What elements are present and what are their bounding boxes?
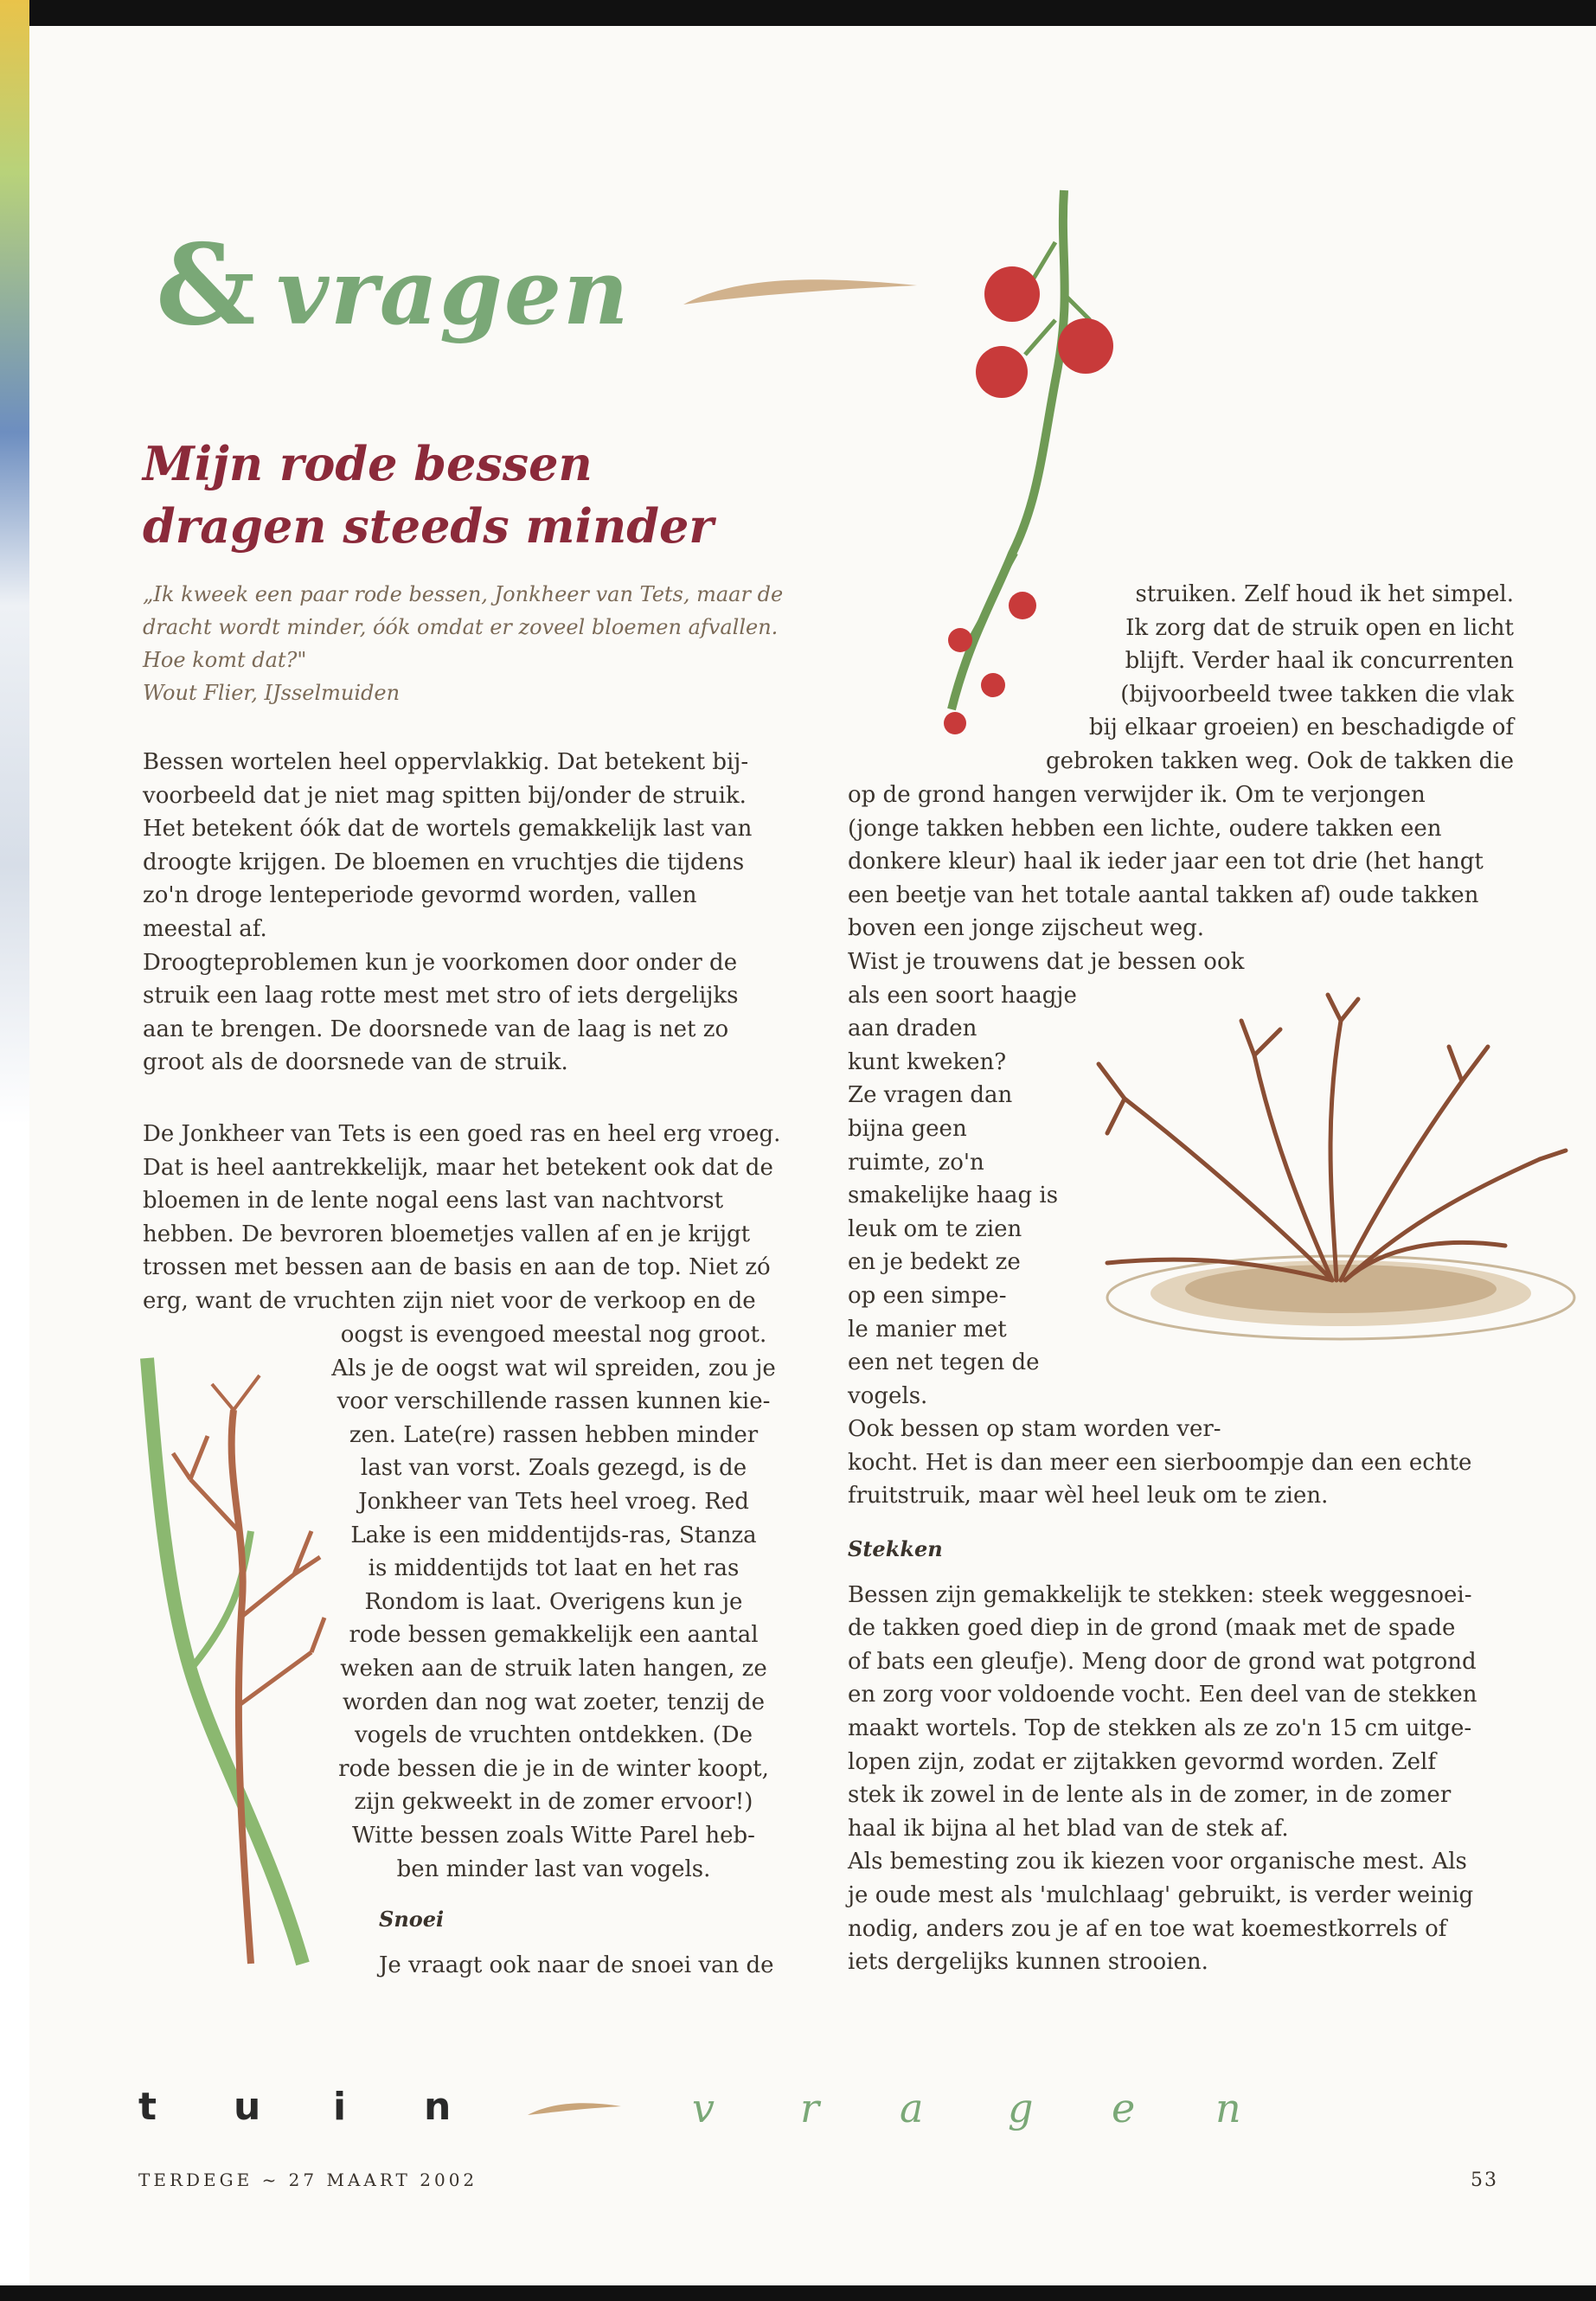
text-line: haal ik bijna al het blad van de stek af. — [848, 1815, 1289, 1842]
text-line: Als bemesting zou ik kiezen voor organische mest. Als — [848, 1849, 1467, 1875]
text-line: zen. Late(re) rassen hebben minder — [349, 1421, 759, 1448]
text-line: Als je de oogst wat wil spreiden, zou je — [331, 1355, 776, 1381]
text-line: Witte bessen zoals Witte Parel heb- — [352, 1822, 755, 1849]
footer-letter: e — [1112, 2085, 1136, 2131]
footer-letter: a — [900, 2085, 924, 2131]
text-line: rode bessen die je in de winter koopt, — [338, 1755, 769, 1782]
text-line: maakt wortels. Top de stekken als ze zo'n 15 cm uitge- — [848, 1715, 1472, 1741]
text-line: donkere kleur) haal ik ieder jaar een tot drie (het hangt — [848, 849, 1484, 875]
text-line: Bessen zijn gemakkelijk te stekken: steek weggesnoei- — [848, 1581, 1472, 1608]
stekken-section — [848, 1533, 1522, 1979]
question-author: Wout Flier, IJsselmuiden — [143, 681, 401, 705]
title-swoosh-icon — [683, 268, 926, 320]
page-edge-strip — [0, 0, 29, 2301]
text-line: Bessen wortelen heel oppervlakkig. Dat betekent bij- — [143, 749, 749, 775]
text-line: is middentijds tot laat en het ras — [368, 1555, 740, 1582]
text-line: een beetje van het totale aantal takken af) oude takken — [848, 881, 1479, 908]
text-line: Ik zorg dat de struik open en licht — [1125, 614, 1514, 641]
text-line: voorbeeld dat je niet mag spitten bij/onder de struik. — [143, 782, 747, 809]
footer-letter: n — [424, 2085, 452, 2129]
text-line: kocht. Het is dan meer een sierboompje dan een echte — [848, 1449, 1472, 1476]
text-line: je oude mest als 'mulchlaag' gebruikt, is verder weinig — [848, 1881, 1474, 1908]
text-line: lopen zijn, zodat er zijtakken gevormd worden. Zelf — [848, 1748, 1436, 1775]
text-line: gebroken takken weg. Ook de takken die — [1045, 747, 1514, 774]
text-line: nodig, anders zou je af en toe wat koemestkorrels of — [848, 1915, 1447, 1942]
text-line: bloemen in de lente nogal eens last van nachtvorst — [143, 1188, 724, 1215]
text-line: iets dergelijks kunnen strooien. — [848, 1949, 1208, 1976]
text-line: voor verschillende rassen kunnen kie- — [337, 1388, 771, 1415]
footer-letter: r — [800, 2085, 819, 2131]
text-line: last van vorst. Zoals gezegd, is de — [360, 1455, 747, 1482]
text-line: rode bessen gemakkelijk een aantal — [349, 1622, 759, 1649]
left-column-c — [294, 1318, 813, 1886]
title-word: vragen — [276, 239, 631, 345]
question-text: „Ik kweek een paar rode bessen, Jonkheer van Tets, maar de dracht wordt minder, óók omdat er zoveel bloemen afvallen. Hoe komt dat?" — [143, 582, 784, 672]
footer-letter: t — [138, 2085, 157, 2129]
text-line: op de grond hangen verwijder ik. Om te verjongen — [848, 782, 1426, 808]
text-line: meestal af. — [143, 915, 267, 942]
text-line: Jonkheer van Tets heel vroeg. Red — [358, 1488, 749, 1515]
text-line: De Jonkheer van Tets is een goed ras en heel erg vroeg. — [143, 1121, 781, 1147]
scan-border-top — [0, 0, 1596, 26]
text-line: worden dan nog wat zoeter, tenzij de — [343, 1689, 765, 1715]
text-line: ruimte, zo'n — [848, 1149, 984, 1176]
text-line: op een simpe- — [848, 1282, 1007, 1309]
text-line: zijn gekweekt in de zomer ervoor!) — [354, 1789, 753, 1816]
text-line: (bijvoorbeeld twee takken die vlak — [1120, 681, 1514, 708]
page-number: 53 — [1471, 2170, 1498, 2191]
left-column-a — [143, 746, 800, 1080]
text-line: bij elkaar groeien) en beschadigde of — [1088, 715, 1514, 741]
text-line: een net tegen de — [848, 1349, 1040, 1376]
text-line: Dat is heel aantrekkelijk, maar het betekent ook dat de — [143, 1154, 773, 1181]
snoei-section — [379, 1903, 811, 1982]
footer-letter: n — [1215, 2085, 1241, 2131]
footer-letter: v — [692, 2085, 715, 2131]
text-line: aan draden — [848, 1016, 977, 1042]
publication-info: TERDEGE ~ 27 MAART 2002 — [138, 2170, 478, 2190]
text-line: smakelijke haag is — [848, 1183, 1059, 1209]
text-line: en zorg voor voldoende vocht. Een deel van de stekken — [848, 1682, 1477, 1708]
text-line: Droogteproblemen kun je voorkomen door onder de — [143, 949, 738, 976]
text-line: Het betekent óók dat de wortels gemakkelijk last van — [143, 816, 753, 843]
text-line: en je bedekt ze — [848, 1249, 1021, 1276]
bare-branch-illustration — [138, 1358, 329, 1981]
text-line: blijft. Verder haal ik concurrenten — [1125, 648, 1514, 675]
text-line: Rondom is laat. Overigens kun je — [364, 1588, 743, 1615]
text-line: Ze vragen dan — [848, 1082, 1013, 1109]
footer-swoosh-icon — [528, 2098, 623, 2124]
text-line: bijna geen — [848, 1115, 967, 1142]
text-line: struiken. Zelf houd ik het simpel. — [1135, 581, 1514, 607]
right-column-a — [952, 578, 1514, 779]
text-line: droogte krijgen. De bloemen en vruchtjes die tijdens — [143, 849, 745, 875]
text-line: trossen met bessen aan de basis en aan de top. Niet zó — [143, 1254, 771, 1281]
text-line: Ook bessen op stam worden ver- — [848, 1416, 1221, 1443]
text-line: leuk om te zien — [848, 1215, 1022, 1242]
text-line: kunt kweken? — [848, 1048, 1007, 1075]
text-line: groot als de doorsnede van de struik. — [143, 1049, 568, 1076]
text-line: fruitstruik, maar wèl heel leuk om te zien. — [848, 1483, 1329, 1509]
stekken-heading: Stekken — [848, 1536, 943, 1561]
scan-border-bottom — [0, 2285, 1596, 2301]
text-line: oogst is evengoed meestal nog groot. — [340, 1322, 767, 1348]
reader-question — [143, 578, 800, 709]
snoei-heading: Snoei — [379, 1907, 445, 1932]
snoei-line: Je vraagt ook naar de snoei van de — [379, 1952, 774, 1978]
title-ampersand: & — [156, 221, 258, 350]
text-line: boven een jonge zijscheut weg. — [848, 915, 1205, 942]
text-line: weken aan de struik laten hangen, ze — [340, 1655, 767, 1682]
text-line: zo'n droge lenteperiode gevormd worden, vallen — [143, 882, 697, 909]
text-line: ben minder last van vogels. — [396, 1856, 711, 1882]
text-line: vogels de vruchten ontdekken. (De — [354, 1722, 753, 1749]
pruned-shrub-illustration — [1055, 1003, 1574, 1367]
text-line: erg, want de vruchten zijn niet voor de verkoop en de — [143, 1287, 756, 1314]
text-line: of bats een gleufje). Meng door de grond wat potgrond — [848, 1648, 1477, 1675]
text-line: Lake is een middentijds-ras, Stanza — [350, 1522, 757, 1548]
text-line: als een soort haagje — [848, 982, 1077, 1009]
page-title — [156, 221, 631, 350]
text-line: struik een laag rotte mest met stro of iets dergelijks — [143, 983, 739, 1009]
left-column-b — [143, 1118, 800, 1318]
text-line: hebben. De bevroren bloemetjes vallen af en je krijgt — [143, 1221, 751, 1247]
footer-letter: g — [1008, 2085, 1034, 2131]
text-line: le manier met — [848, 1316, 1007, 1343]
text-line: vogels. — [848, 1382, 928, 1409]
footer-letter: u — [234, 2085, 261, 2129]
text-line: (jonge takken hebben een lichte, oudere takken een — [848, 815, 1442, 842]
text-line: de takken goed diep in de grond (maak met de spade — [848, 1615, 1456, 1642]
text-line: stek ik zowel in de lente als in de zomer, in de zomer — [848, 1782, 1452, 1809]
text-line: aan te brengen. De doorsnede van de laag is net zo — [143, 1016, 729, 1042]
footer-letter: i — [333, 2085, 347, 2129]
article-headline: Mijn rode bessen dragen steeds minder — [143, 436, 714, 554]
text-line: Wist je trouwens dat je bessen ook — [848, 948, 1245, 975]
